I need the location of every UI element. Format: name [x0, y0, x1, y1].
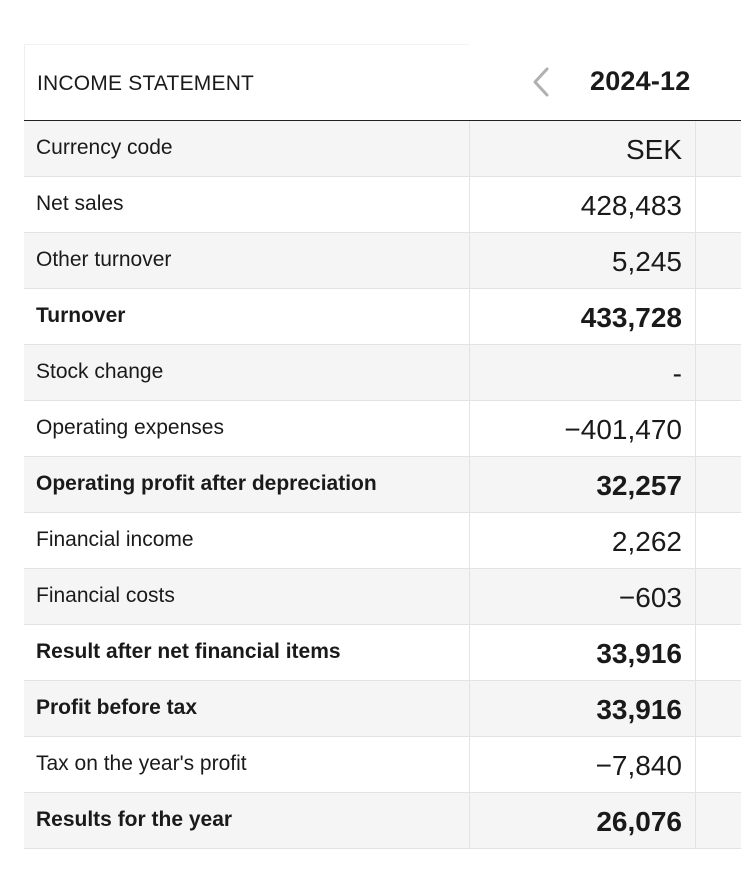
table-row: [24, 457, 741, 513]
table-row: [24, 681, 741, 737]
row-value: 33,916: [596, 694, 682, 725]
table-row: [24, 513, 741, 569]
row-value: 32,257: [596, 470, 682, 501]
table-row: [24, 569, 741, 625]
table-row: [24, 737, 741, 793]
row-label: Operating profit after depreciation: [36, 472, 377, 495]
previous-period-button[interactable]: [527, 64, 555, 100]
income-statement-table: [24, 121, 741, 849]
table-row: [24, 793, 741, 849]
row-label: Net sales: [36, 192, 124, 215]
row-label: Stock change: [36, 360, 164, 383]
row-value: 5,245: [611, 246, 682, 277]
table-row: [24, 233, 741, 289]
row-value: 2,262: [611, 526, 682, 557]
row-label: Tax on the year's profit: [36, 752, 247, 775]
row-label: Profit before tax: [36, 696, 198, 719]
row-label: Financial income: [36, 528, 194, 551]
income-statement-header: [24, 44, 741, 121]
table-row: [24, 401, 741, 457]
header-label-cell: [24, 44, 469, 120]
table-title: INCOME STATEMENT: [37, 72, 255, 95]
row-label: Financial costs: [36, 584, 175, 607]
row-label: Operating expenses: [36, 416, 224, 439]
row-value: 33,916: [596, 638, 682, 669]
table-row: [24, 121, 741, 177]
row-label: Result after net financial items: [36, 640, 341, 663]
row-value: SEK: [625, 134, 682, 165]
chevron-left-icon: [527, 64, 555, 100]
row-value: 428,483: [580, 190, 682, 221]
row-label: Currency code: [36, 136, 173, 159]
table-row: [24, 289, 741, 345]
column-divider: [695, 121, 696, 848]
table-row: [24, 345, 741, 401]
row-label: Results for the year: [36, 808, 233, 831]
table-row: [24, 177, 741, 233]
row-value: −401,470: [564, 414, 682, 445]
row-label: Other turnover: [36, 248, 172, 271]
column-divider: [469, 121, 470, 848]
row-value: -: [672, 358, 682, 389]
row-value: 433,728: [580, 302, 682, 333]
row-label: Turnover: [36, 304, 126, 327]
row-value: 26,076: [596, 806, 682, 837]
table-row: [24, 625, 741, 681]
row-value: −7,840: [595, 750, 682, 781]
period-label: 2024-12: [590, 66, 691, 96]
row-value: −603: [618, 582, 682, 613]
